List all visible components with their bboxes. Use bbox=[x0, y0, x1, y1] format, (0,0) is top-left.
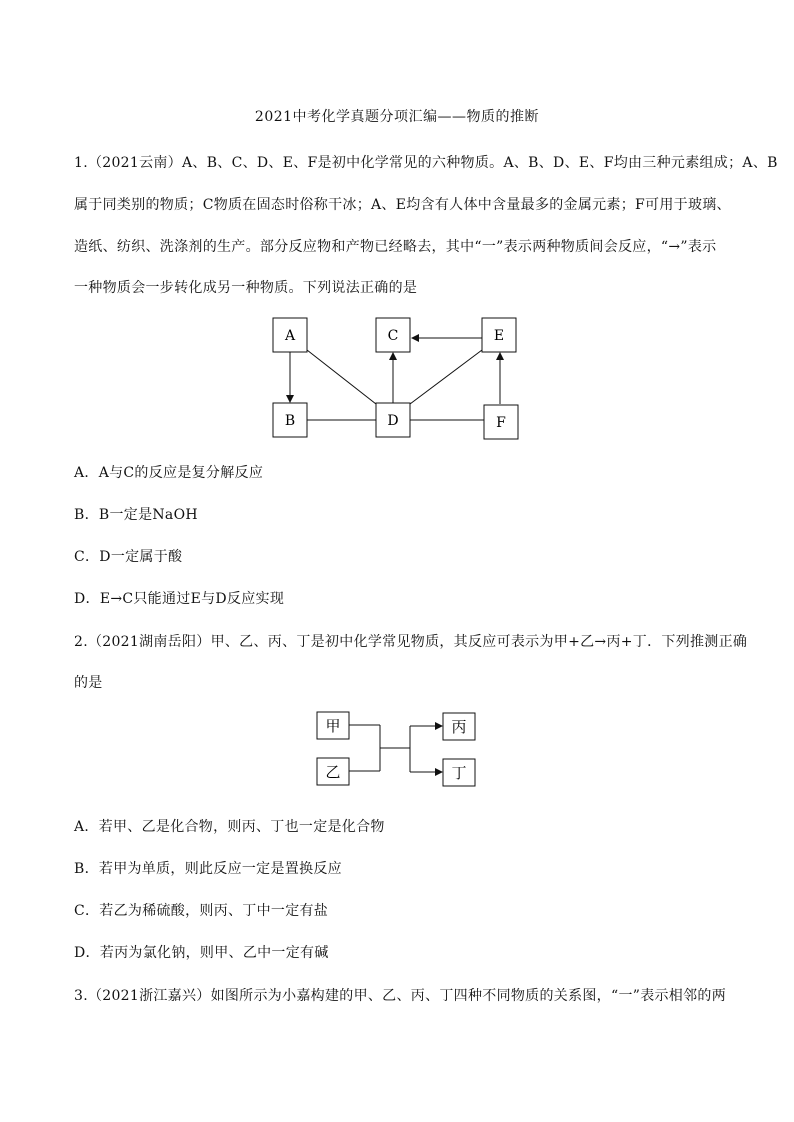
q1-line-2: 属于同类别的物质；C物质在固态时俗称干冰；A、E均含有人体中含量最多的金属元素；F可用于玻璃、 bbox=[74, 197, 731, 213]
q1-option-b: B．B一定是NaOH bbox=[74, 507, 198, 523]
label-ding: 丁 bbox=[451, 764, 467, 782]
q3-line-1: 3.（2021浙江嘉兴）如图所示为小嘉构建的甲、乙、丙、丁四种不同物质的关系图，“一”表示相邻的两 bbox=[74, 988, 726, 1004]
q2-option-b: B．若甲为单质，则此反应一定是置换反应 bbox=[74, 861, 342, 877]
line-d-e bbox=[410, 350, 482, 404]
q2-option-a: A．若甲、乙是化合物，则丙、丁也一定是化合物 bbox=[74, 819, 385, 835]
label-b: B bbox=[284, 413, 296, 429]
label-d: D bbox=[387, 413, 399, 429]
q2-diagram bbox=[0, 700, 794, 800]
q1-line-3: 造纸、纺织、洗涤剂的生产。部分反应物和产物已经略去，其中“一”表示两种物质间会反应，“→”表示 bbox=[74, 239, 717, 255]
q1-diagram bbox=[0, 0, 794, 460]
label-jia: 甲 bbox=[325, 717, 341, 735]
label-yi: 乙 bbox=[325, 763, 341, 781]
q1-line-1: 1.（2021云南）A、B、C、D、E、F是初中化学常见的六种物质。A、B、D、E、F均由三种元素组成；A、B bbox=[74, 155, 778, 171]
q2-line-2: 的是 bbox=[74, 675, 103, 691]
line-a-d bbox=[307, 350, 376, 404]
label-bing: 丙 bbox=[451, 718, 467, 736]
page-title: 2021中考化学真题分项汇编——物质的推断 bbox=[254, 109, 540, 125]
q1-line-4: 一种物质会一步转化成另一种物质。下列说法正确的是 bbox=[74, 280, 418, 296]
label-c: C bbox=[387, 328, 399, 344]
label-a: A bbox=[284, 328, 296, 344]
label-f: F bbox=[496, 415, 506, 431]
q1-option-a: A．A与C的反应是复分解反应 bbox=[74, 465, 264, 481]
q1-option-d: D．E→C只能通过E与D反应实现 bbox=[74, 591, 285, 607]
q1-option-c: C．D一定属于酸 bbox=[74, 549, 183, 565]
q2-option-c: C．若乙为稀硫酸，则丙、丁中一定有盐 bbox=[74, 903, 329, 919]
label-e: E bbox=[493, 328, 505, 344]
q2-line-1: 2.（2021湖南岳阳）甲、乙、丙、丁是初中化学常见物质，其反应可表示为甲+乙→丙+丁．下列推测正确 bbox=[74, 634, 748, 650]
q2-option-d: D．若丙为氯化钠，则甲、乙中一定有碱 bbox=[74, 945, 329, 961]
